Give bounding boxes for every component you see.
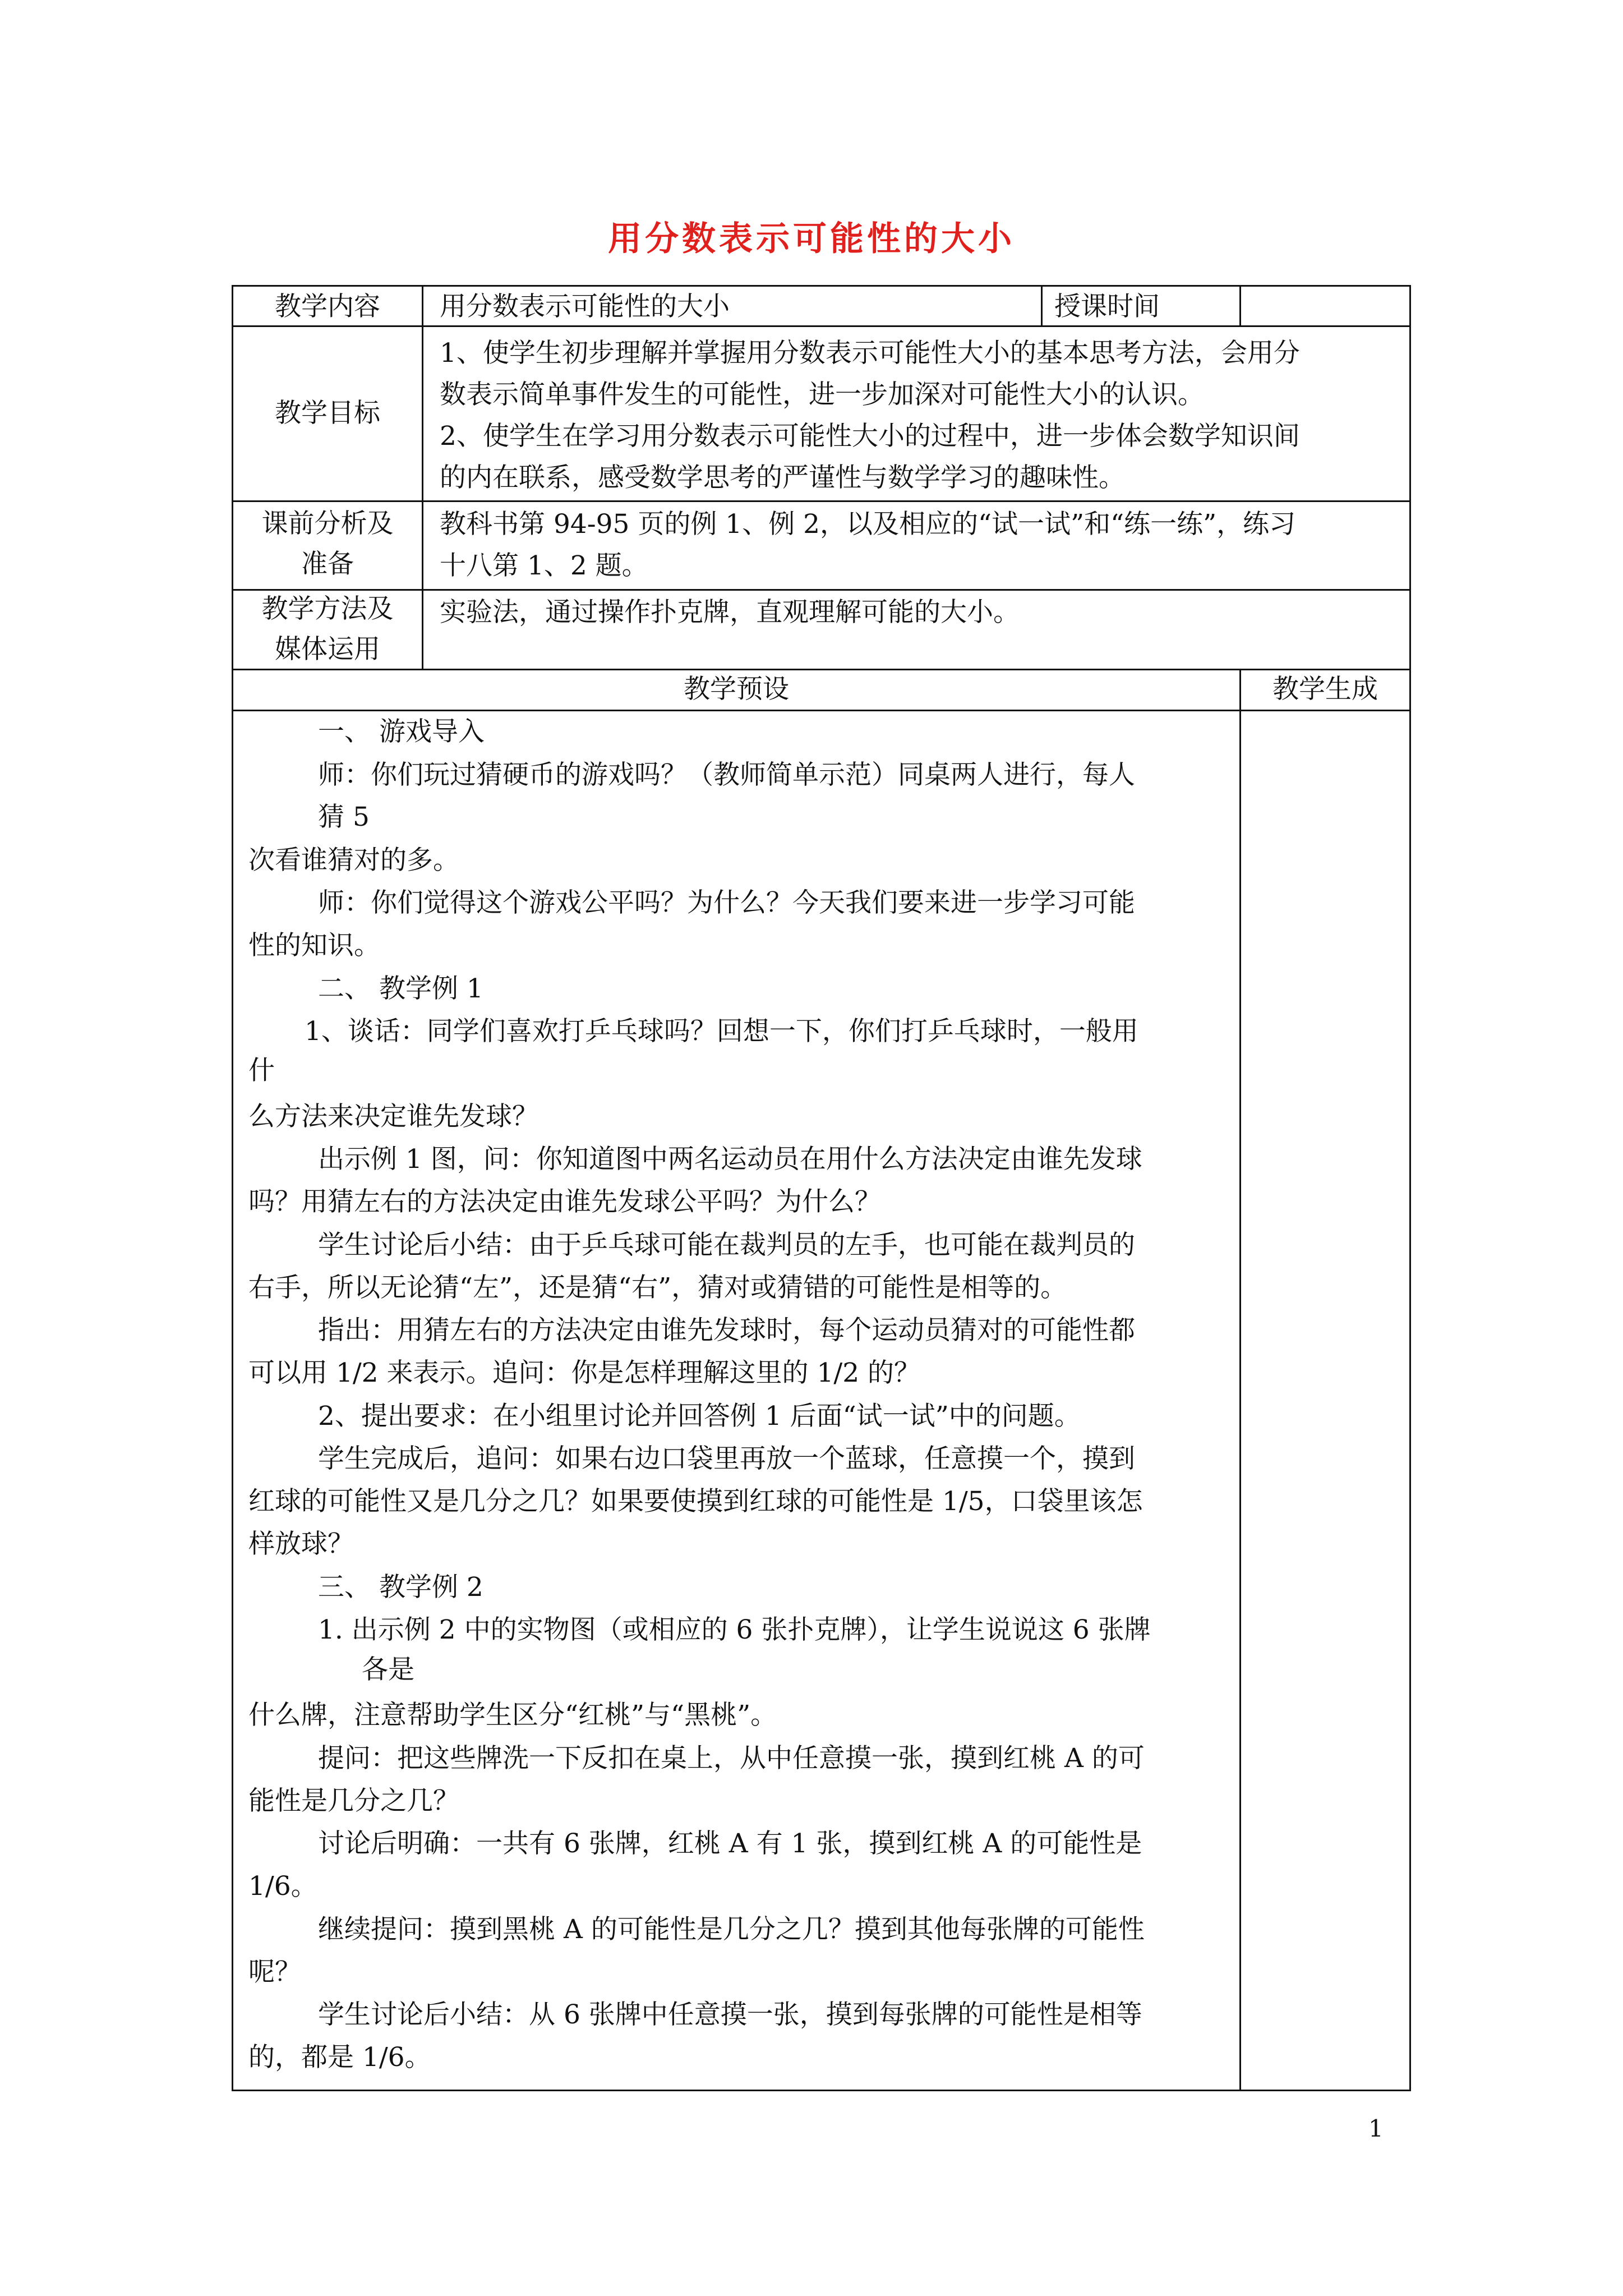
body-line: 1/6。: [248, 1871, 317, 1902]
body-line: 呢？: [248, 1957, 301, 1987]
body-line: 师：你们觉得这个游戏公平吗？为什么？今天我们要来进一步学习可能: [318, 887, 1135, 918]
body-line: 右手，所以无论猜“左”，还是猜“右”，猜对或猜错的可能性是相等的。: [248, 1272, 1067, 1303]
body-line: 什: [248, 1055, 275, 1086]
column-divider: [422, 285, 423, 670]
body-line: 么方法来决定谁先发球？: [248, 1101, 538, 1132]
prep-label-line1: 课前分析及: [261, 508, 394, 539]
row-divider: [232, 500, 1411, 502]
page-title: 用分数表示可能性的大小: [608, 219, 1015, 259]
body-line: 三、 教学例 2: [318, 1572, 483, 1603]
body-line: 性的知识。: [248, 930, 380, 961]
goals-line: 2、使学生在学习用分数表示可能性大小的过程中，进一步体会数学知识间: [440, 421, 1300, 452]
body-line: 二、 教学例 1: [318, 973, 483, 1004]
prep-line: 十八第 1、2 题。: [440, 550, 648, 581]
body-line: 次看谁猜对的多。: [248, 845, 459, 876]
body-line: 猜 5: [318, 802, 370, 832]
column-divider: [1041, 285, 1043, 326]
body-line: 能性是几分之几？: [248, 1786, 459, 1816]
body-line: 学生讨论后小结：由于乒乓球可能在裁判员的左手，也可能在裁判员的: [318, 1230, 1135, 1260]
body-line: 学生完成后，追问：如果右边口袋里再放一个蓝球，任意摸一个，摸到: [318, 1443, 1135, 1474]
method-line: 实验法，通过操作扑克牌，直观理解可能的大小。: [440, 597, 1020, 628]
prep-label: [233, 504, 422, 585]
body-line: 红球的可能性又是几分之几？如果要使摸到红球的可能性是 1/5，口袋里该怎: [248, 1486, 1143, 1517]
body-line: 继续提问：摸到黑桃 A 的可能性是几分之几？摸到其他每张牌的可能性: [318, 1914, 1145, 1945]
column-divider: [1239, 669, 1241, 2091]
body-line: 1. 出示例 2 中的实物图（或相应的 6 张扑克牌），让学生说说这 6 张牌: [318, 1614, 1151, 1645]
content-label: 教学内容: [275, 291, 380, 322]
body-line: 讨论后明确：一共有 6 张牌，红桃 A 有 1 张，摸到红桃 A 的可能性是: [318, 1828, 1142, 1859]
body-line: 指出：用猜左右的方法决定由谁先发球时，每个运动员猜对的可能性都: [318, 1315, 1135, 1346]
body-line: 学生讨论后小结：从 6 张牌中任意摸一张，摸到每张牌的可能性是相等: [318, 1999, 1142, 2030]
goals-line: 的内在联系，感受数学思考的严谨性与数学学习的趣味性。: [440, 462, 1125, 493]
body-line: 提问：把这些牌洗一下反扣在桌上，从中任意摸一张，摸到红桃 A 的可: [318, 1743, 1145, 1774]
goals-line: 数表示简单事件发生的可能性，进一步加深对可能性大小的认识。: [440, 379, 1204, 410]
body-line: 2、提出要求：在小组里讨论并回答例 1 后面“试一试”中的问题。: [318, 1401, 1081, 1432]
body-line: 师：你们玩过猜硬币的游戏吗？（教师简单示范）同桌两人进行，每人: [318, 760, 1135, 790]
body-line: 什么牌，注意帮助学生区分“红桃”与“黑桃”。: [248, 1700, 777, 1731]
prep-label-line2: 准备: [301, 549, 354, 579]
generated-label: 教学生成: [1272, 674, 1378, 705]
method-label: [233, 589, 422, 670]
preset-label: 教学预设: [684, 674, 789, 705]
prep-line: 教科书第 94-95 页的例 1、例 2，以及相应的“试一试”和“练一练”，练习: [440, 509, 1296, 540]
goals-line: 1、使学生初步理解并掌握用分数表示可能性大小的基本思考方法，会用分: [440, 338, 1300, 369]
column-divider: [1239, 285, 1241, 326]
page-number: 1: [1368, 2115, 1384, 2142]
time-label: 授课时间: [1054, 291, 1160, 322]
body-line: 1、谈话：同学们喜欢打乒乓球吗？回想一下，你们打乒乓球时，一般用: [305, 1016, 1138, 1047]
body-line: 一、 游戏导入: [318, 716, 485, 747]
body-line: 的，都是 1/6。: [248, 2042, 431, 2073]
body-line: 可以用 1/2 来表示。追问：你是怎样理解这里的 1/2 的？: [248, 1358, 921, 1388]
method-label-line2: 媒体运用: [275, 634, 380, 665]
goals-label: 教学目标: [275, 398, 380, 429]
body-line: 各是: [362, 1654, 414, 1685]
body-line: 样放球？: [248, 1529, 354, 1559]
body-line: 出示例 1 图，问：你知道图中两名运动员在用什么方法决定由谁先发球: [318, 1144, 1142, 1175]
content-value: 用分数表示可能性的大小: [440, 291, 730, 322]
body-line: 吗？用猜左右的方法决定由谁先发球公平吗？为什么？: [248, 1186, 881, 1217]
method-label-line1: 教学方法及: [261, 593, 394, 624]
